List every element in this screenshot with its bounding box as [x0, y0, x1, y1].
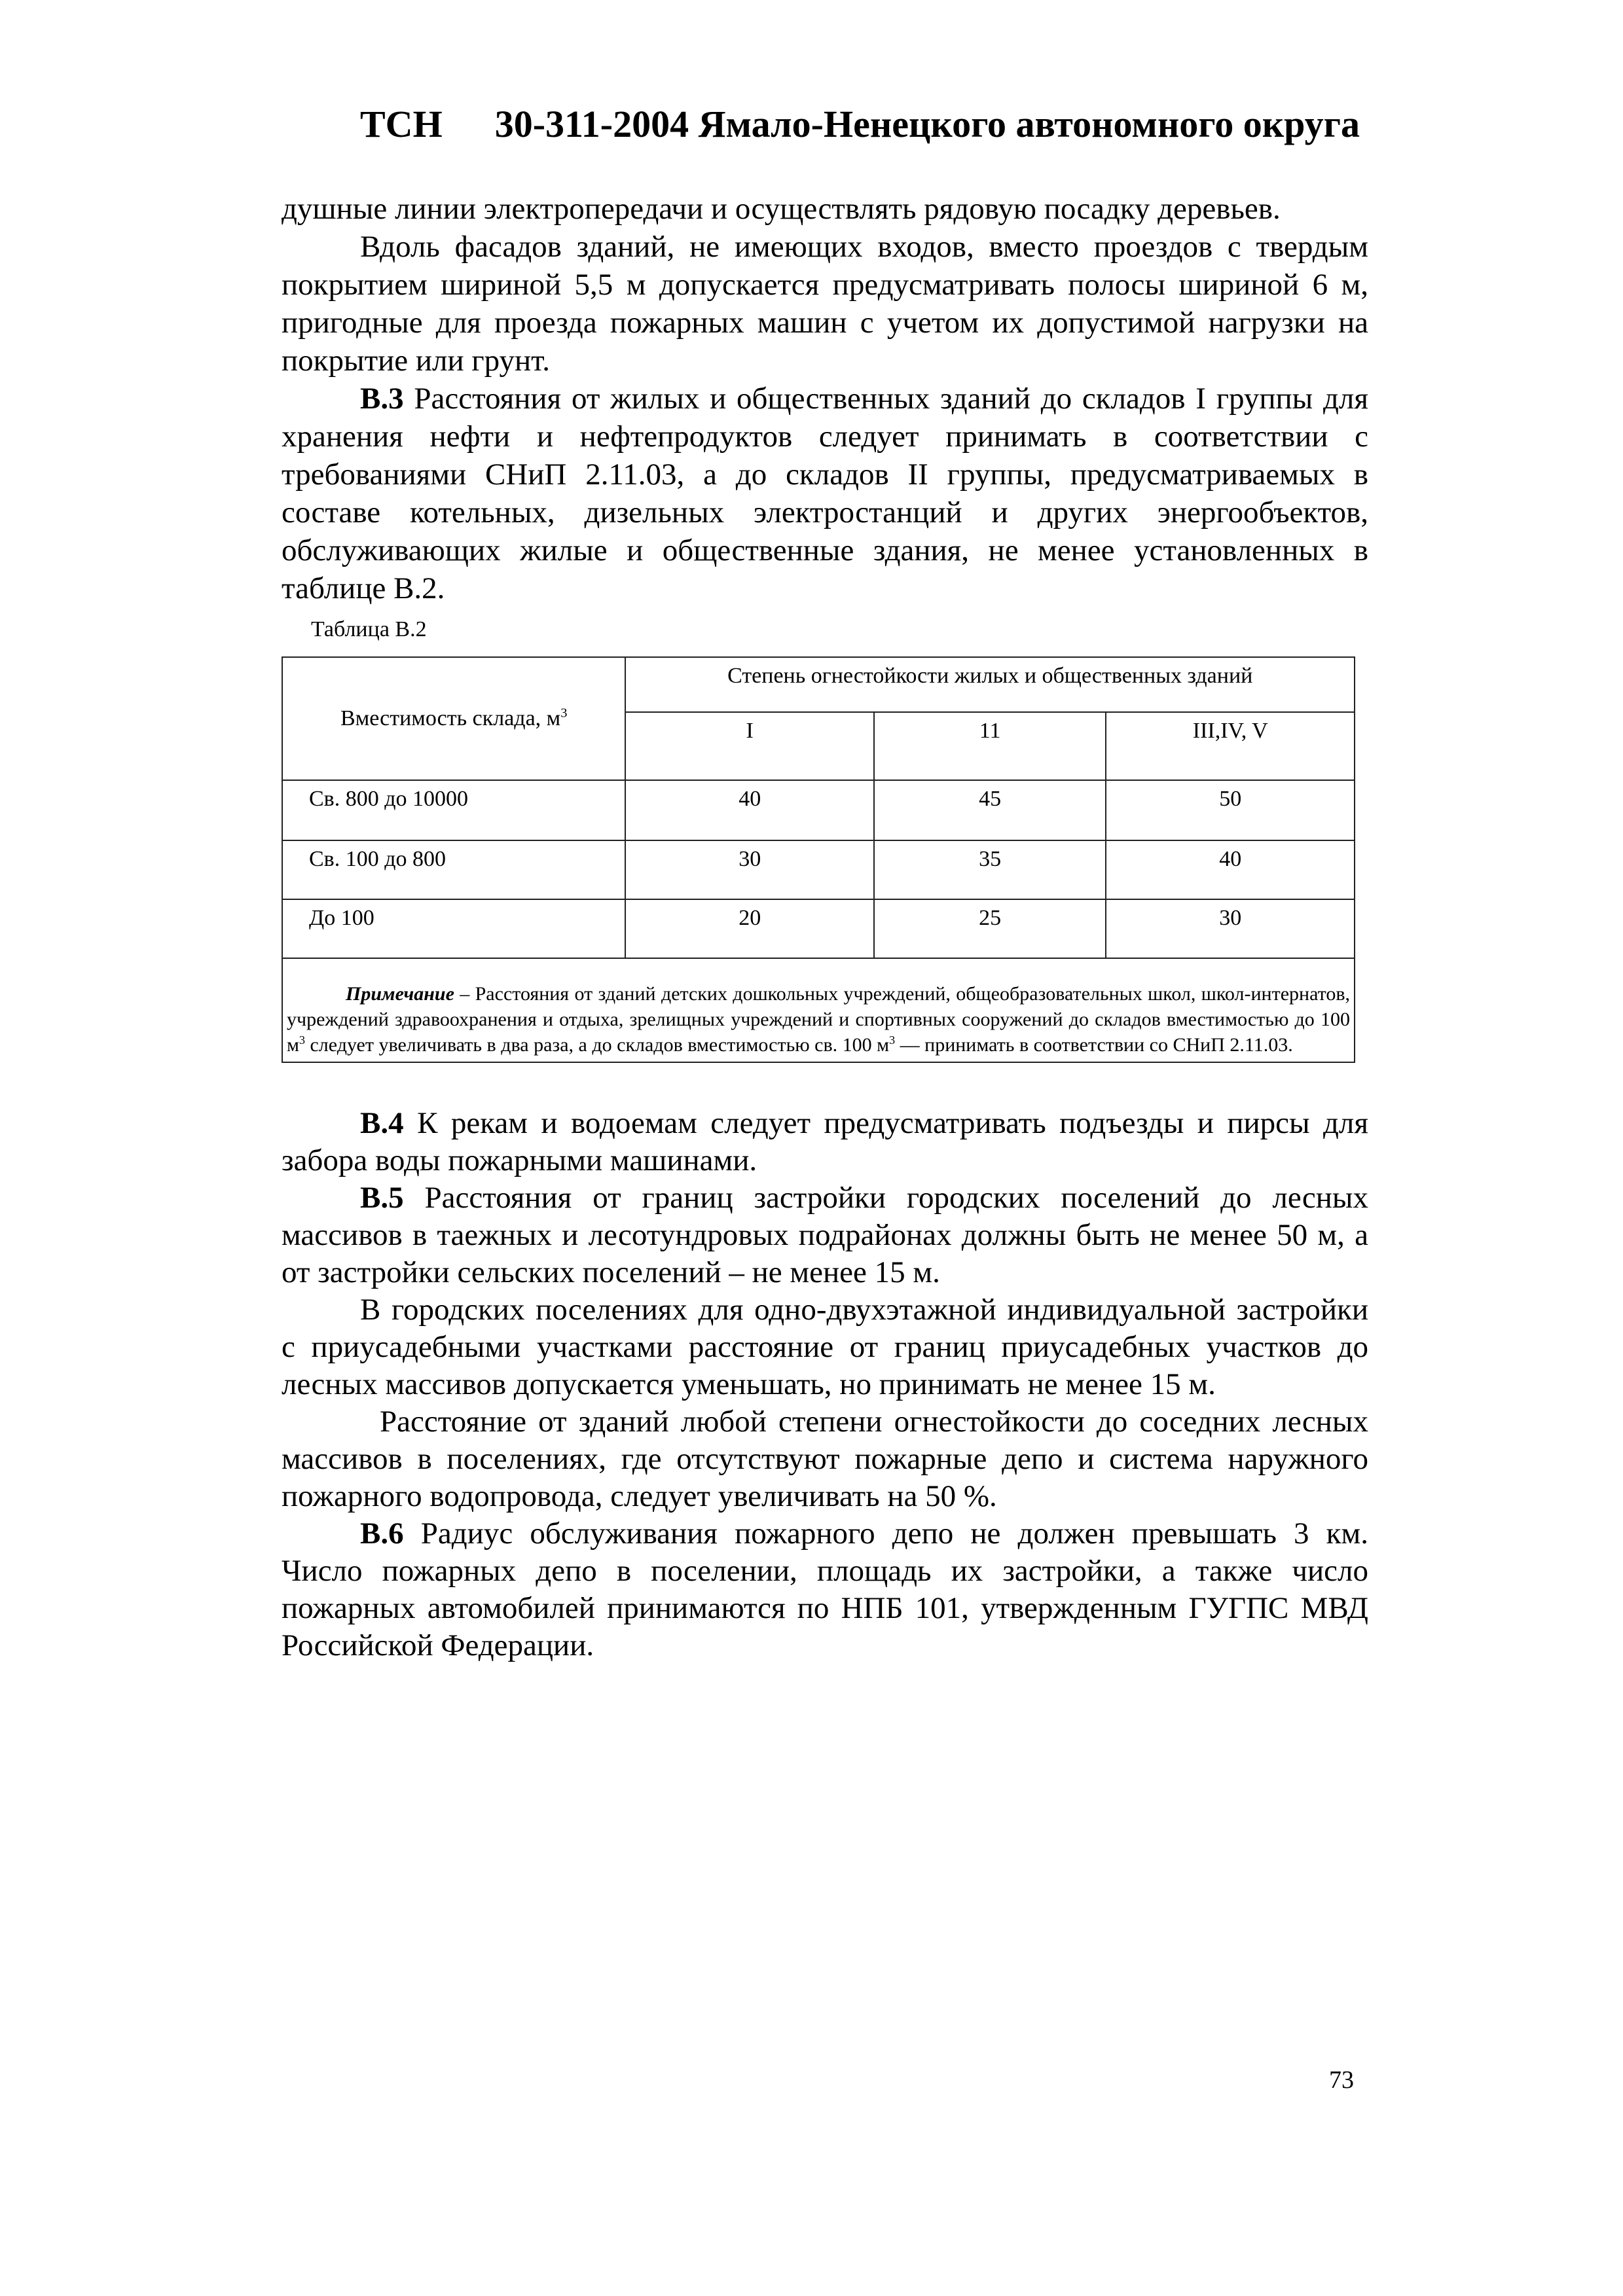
table-cell: 45 [874, 780, 1106, 840]
page-number: 73 [1329, 2066, 1354, 2094]
distance-table [282, 656, 1355, 1063]
clause-label-b6: В.6 [360, 1516, 404, 1551]
paragraph-b5-2: В городских поселениях для одно-двухэтажной индивидуальной застройки с приусадебными участками расстояние от границ приусадебных участков до лесных массивов допускается уменьшать, но принимать не менее 15 м. [282, 1293, 1368, 1401]
table-subheader: III,IV, V [1106, 712, 1355, 780]
paragraph-facades: Вдоль фасадов зданий, не имеющих входов, вместо проездов с твердым покрытием шириной 5,5 м допускается предусматривать полосы шириной 6 м, пригодные для проезда пожарных машин с учетом их допустимой нагрузки на покрытие или грунт. [282, 230, 1368, 378]
table-cell: 50 [1106, 780, 1355, 840]
table-subheader: 11 [874, 712, 1106, 780]
row-label: Св. 800 до 10000 [282, 780, 625, 840]
table-cell: 30 [1106, 899, 1355, 958]
clause-text-b5: Расстояния от границ застройки городских поселений до лесных массивов в таежных и лесотундровых подрайонах должны быть не менее 50 м, а от застройки сельских поселений – не менее 15 м. [282, 1181, 1368, 1289]
table-cell: 20 [625, 899, 873, 958]
table-header-fire-resistance: Степень огнестойкости жилых и общественных зданий [625, 657, 1355, 712]
table-cell: 35 [874, 840, 1106, 899]
table-cell: 25 [874, 899, 1106, 958]
table-cell: 40 [1106, 840, 1355, 899]
table-note-row [282, 958, 1355, 1062]
table-caption: Таблица В.2 [311, 617, 427, 641]
paragraph-b5 [282, 1179, 1368, 1291]
table-note: Примечание – Расстояния от зданий детских дошкольных учреждений, общеобразовательных школ, школ-интернатов, учреждений здравоохранения и отдыха, зрелищных учреждений и спортивных сооружений до складов вместимостью до 100 $м^3$ следует увеличивать в два раза, а до складов вместимостью св. 100 $м^3$ — принимать в соответствии со СНиП 2.11.03. [282, 958, 1355, 1062]
note-label: Примечание [346, 983, 454, 1005]
body-bottom [282, 1105, 1368, 1664]
page-header [360, 98, 1368, 151]
body-top [282, 190, 1368, 607]
clause-text-b3: Расстояния от жилых и общественных зданий до складов I группы для хранения нефти и нефтепродуктов следует принимать в соответствии с требованиями СНиП 2.11.03, а до складов II группы, предусматриваемых в составе котельных, дизельных электростанций и других энергообъектов, обслуживающих жилые и общественные здания, не менее установленных в таблице В.2. [282, 382, 1368, 605]
table-row [282, 899, 1355, 958]
clause-text-b6: Радиус обслуживания пожарного депо не должен превышать 3 км. Число пожарных депо в поселении, площадь их застройки, а также число пожарных автомобилей принимаются по НПБ 101, утвержденным ГУГПС МВД Российской Федерации. [282, 1516, 1368, 1662]
paragraph-continuation: душные линии электропередачи и осуществлять рядовую посадку деревьев. [282, 192, 1281, 226]
clause-label-b3: В.3 [360, 382, 404, 416]
row-label: Св. 100 до 800 [282, 840, 625, 899]
clause-label-b5: В.5 [360, 1181, 404, 1215]
header-prefix: ТСН [360, 103, 443, 145]
header-title: 30-311-2004 Ямало-Ненецкого автономного округа [494, 103, 1360, 145]
clause-text-b4: К рекам и водоемам следует предусматривать подъезды и пирсы для забора воды пожарными машинами. [282, 1106, 1368, 1177]
paragraph-b6 [282, 1515, 1368, 1664]
table-row [282, 840, 1355, 899]
clause-label-b4: В.4 [360, 1106, 404, 1140]
paragraph-b3 [282, 380, 1368, 607]
table-subheader: I [625, 712, 873, 780]
table-header-capacity: Вместимость склада, $м^3$ [282, 657, 625, 780]
paragraph-b5-3: Расстояние от зданий любой степени огнестойкости до соседних лесных массивов в поселениях, где отсутствуют пожарные депо и система наружного пожарного водопровода, следует увеличивать на 50 %. [282, 1405, 1368, 1513]
paragraph-b4 [282, 1105, 1368, 1179]
table-cell: 40 [625, 780, 873, 840]
table-row [282, 780, 1355, 840]
table-cell: 30 [625, 840, 873, 899]
row-label: До 100 [282, 899, 625, 958]
